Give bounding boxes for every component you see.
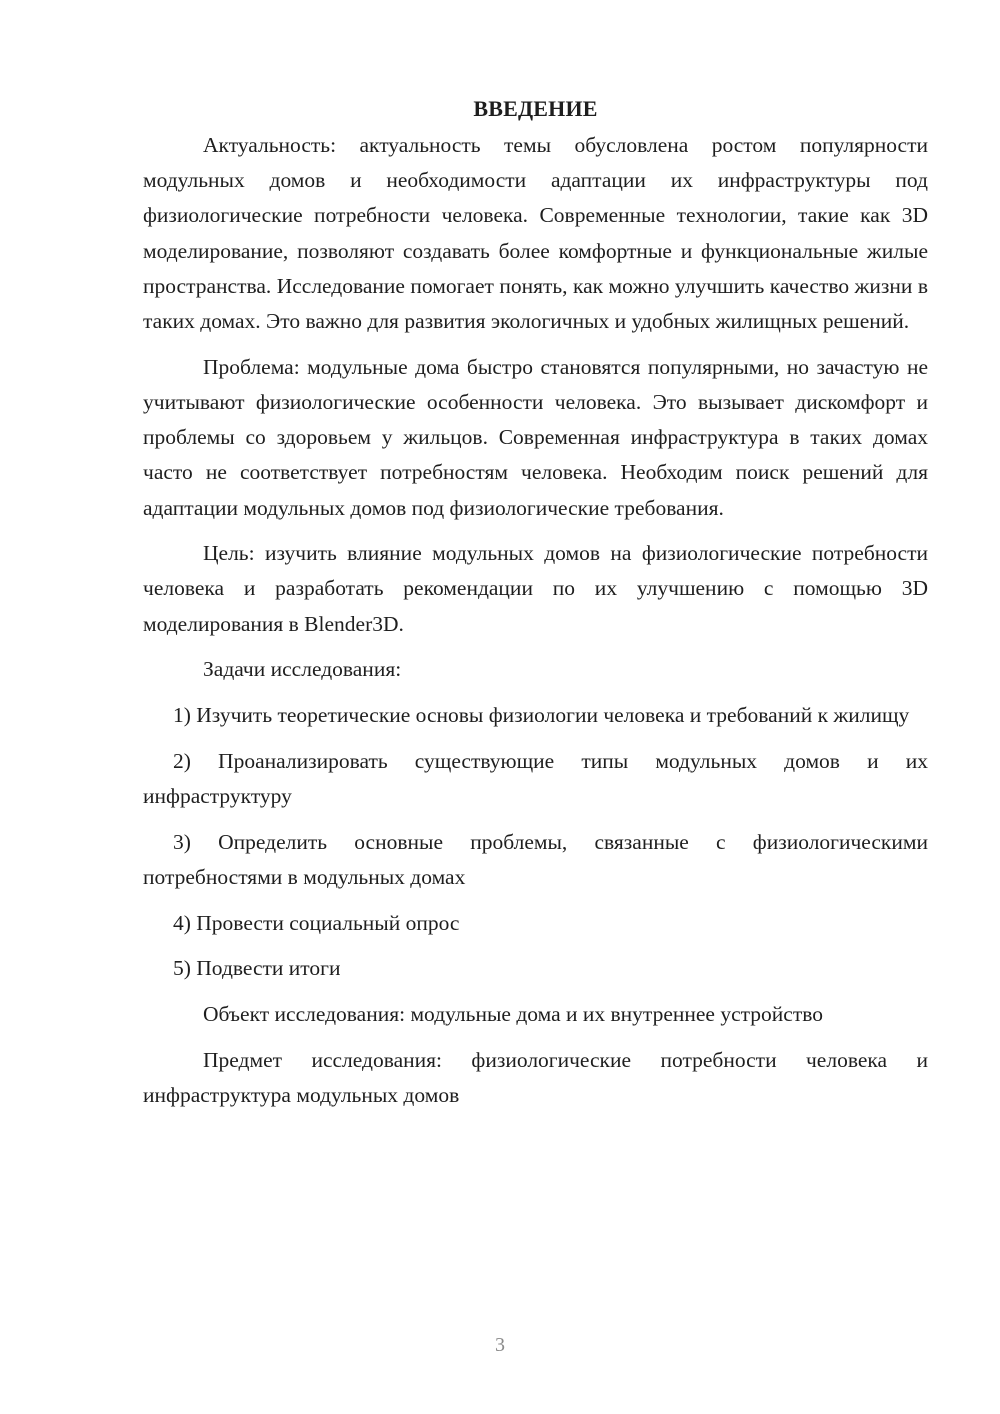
subject-paragraph: Предмет исследования: физиологические потребности человека и инфраструктура модульных домов xyxy=(143,1047,928,1107)
problem-paragraph: Проблема: модульные дома быстро становятся популярными, но зачастую не учитывают физиологические особенности человека. Это вызывает дискомфорт и проблемы со здоровьем у жильцов. Современная инфраструктура в таких домах часто не соответствует потребностям человека. Необходим поиск решений для адаптации модульных домов под физиологические требования. xyxy=(143,354,928,520)
task-item-1: 1) Изучить теоретические основы физиологии человека и требований к жилищу xyxy=(173,703,910,728)
goal-paragraph: Цель: изучить влияние модульных домов на физиологические потребности человека и разработать рекомендации по их улучшению с помощью 3D моделирования в Blender3D. xyxy=(143,541,928,636)
task-item-3: 3) Определить основные проблемы, связанные с физиологическими потребностями в модульных домах xyxy=(143,829,928,889)
task-item-5: 5) Подвести итоги xyxy=(173,956,341,981)
page-number: 3 xyxy=(495,1334,505,1356)
object-paragraph: Объект исследования: модульные дома и их внутреннее устройство xyxy=(203,1001,823,1026)
text-column xyxy=(143,90,928,1113)
task-item-4: 4) Провести социальный опрос xyxy=(173,910,460,935)
task-item-2: 2) Проанализировать существующие типы модульных домов и их инфраструктуру xyxy=(143,748,928,808)
tasks-heading: Задачи исследования: xyxy=(203,657,402,682)
relevance-paragraph: Актуальность: актуальность темы обусловлена ростом популярности модульных домов и необходимости адаптации их инфраструктуры под физиологические потребности человека. Современные технологии, такие как 3D моделирование, позволяют создавать более комфортные и функциональные жилые пространства. Исследование помогает понять, как можно улучшить качество жизни в таких домах. Это важно для развития экологичных и удобных жилищных решений. xyxy=(143,133,928,334)
section-heading: ВВЕДЕНИЕ xyxy=(473,96,598,121)
